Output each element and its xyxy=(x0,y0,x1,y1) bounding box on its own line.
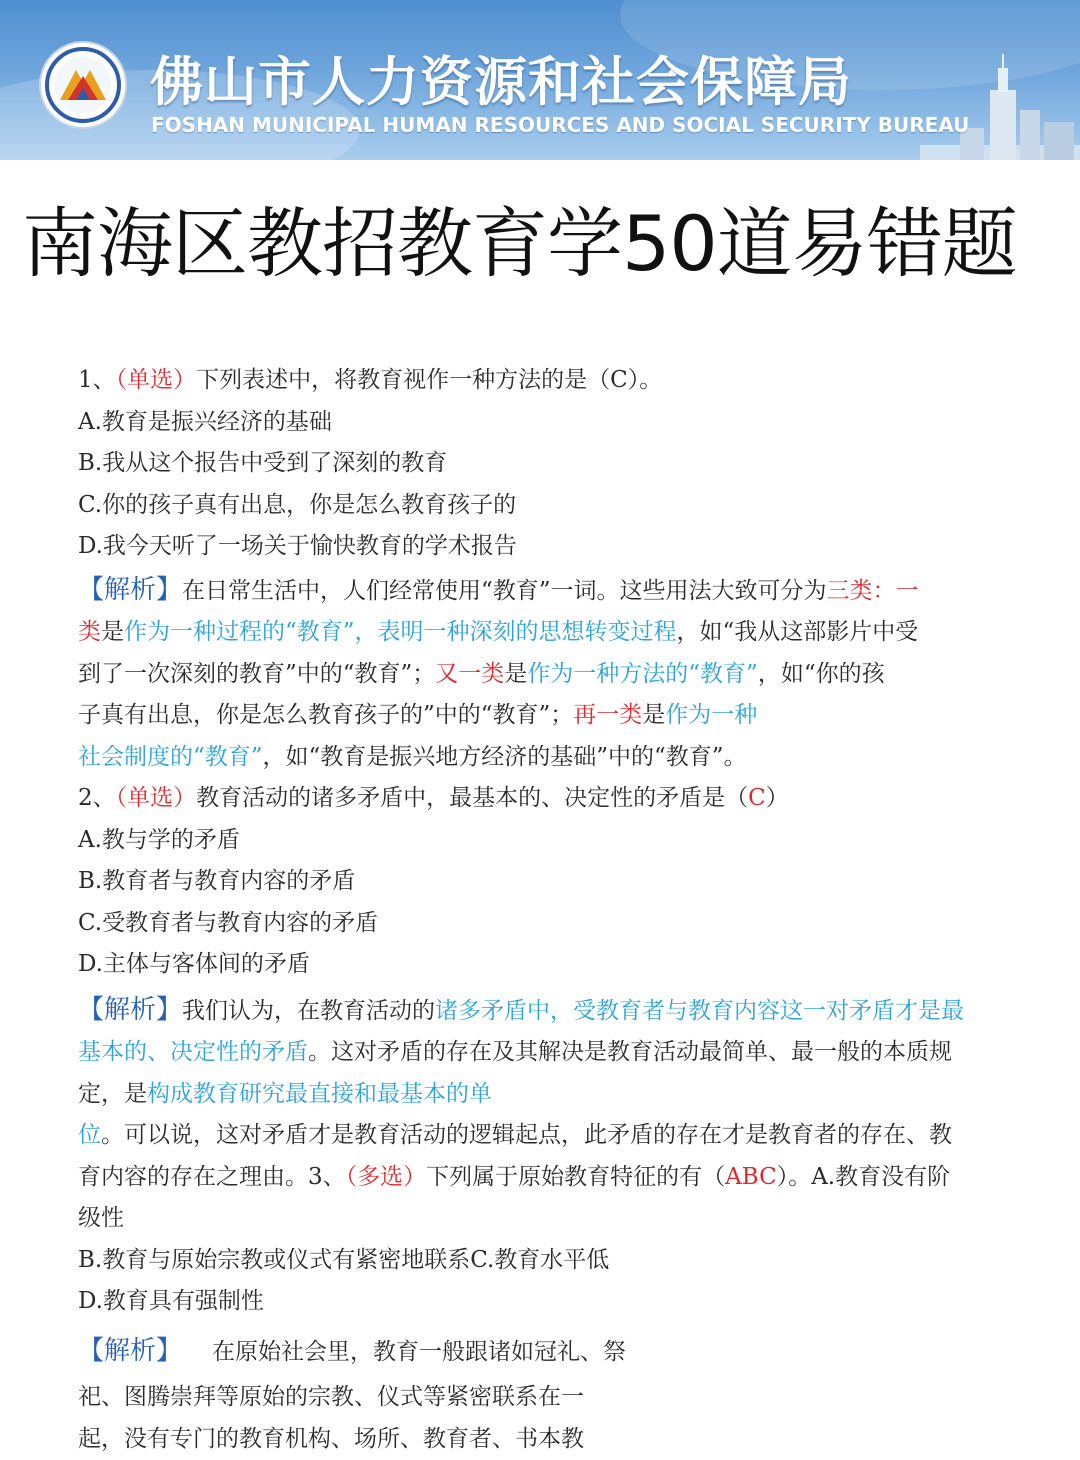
question-list xyxy=(78,360,1038,1460)
option-b: B.我从这个报告中受到了深刻的教育 xyxy=(78,443,1038,485)
question-1-analysis xyxy=(78,570,1038,779)
question-text: 下列属于原始教育特征的有（ xyxy=(426,1164,725,1190)
highlight-blue: 作为一种方法的“教育” xyxy=(527,661,758,687)
question-number: 3、 xyxy=(308,1164,346,1190)
highlight-red: 类 xyxy=(78,619,101,645)
highlight-red: 再一类 xyxy=(573,702,642,728)
option-a: A.教育是振兴经济的基础 xyxy=(78,402,1038,444)
option-d: D.主体与客体间的矛盾 xyxy=(78,944,1038,986)
analysis-text: 是 xyxy=(504,661,527,687)
answer-key: C xyxy=(748,785,766,811)
option-b: B.教育者与教育内容的矛盾 xyxy=(78,861,1038,903)
analysis-text: 祀、图腾崇拜等原始的宗教、仪式等紧密联系在一 xyxy=(78,1377,1038,1419)
highlight-blue: 作为一种 xyxy=(665,702,757,728)
analysis-text: ，如“你的孩 xyxy=(758,661,885,687)
analysis-tag: 【解析】 xyxy=(78,995,182,1025)
question-type: （单选） xyxy=(116,785,197,811)
city-skyline-graphic xyxy=(920,50,1080,160)
highlight-blue: 作为一种过程的“教育”，表明一种深刻的思想转变过程 xyxy=(124,619,677,645)
question-2-analysis xyxy=(78,990,1038,1199)
question-text: ）。 xyxy=(777,1164,812,1190)
question-text: 教育活动的诸多矛盾中，最基本的、决定性的矛盾是（ xyxy=(196,785,748,811)
analysis-text: 在日常生活中，人们经常使用“教育”一词。这些用法大致可分为 xyxy=(182,578,827,604)
highlight-blue: 诸多矛盾中，受教育者与教育内容这一对矛盾才是最 xyxy=(435,998,964,1024)
question-text: 下列表述中，将教育视作一种方法的是（C）。 xyxy=(196,367,662,393)
option-a-continued: 级性 xyxy=(78,1198,1038,1240)
question-number: 2、 xyxy=(78,785,116,811)
header-banner xyxy=(0,0,1080,160)
question-1-stem xyxy=(78,360,1038,402)
analysis-text: 定，是 xyxy=(78,1081,147,1107)
analysis-text: 在原始社会里，教育一般跟诸如冠礼、祭 xyxy=(212,1339,626,1365)
bureau-seal-icon xyxy=(38,40,128,130)
option-a: A.教与学的矛盾 xyxy=(78,820,1038,862)
option-d: D.教育具有强制性 xyxy=(78,1281,1038,1323)
analysis-text: ，如“我从这部影片中受 xyxy=(677,619,919,645)
analysis-text: 育内容的存在之理由。 xyxy=(78,1164,308,1190)
analysis-text: 是 xyxy=(642,702,665,728)
highlight-red: 又一类 xyxy=(435,661,504,687)
question-type: （多选） xyxy=(346,1164,427,1190)
question-3-analysis xyxy=(78,1331,1038,1460)
bureau-name-en: FOSHAN MUNICIPAL HUMAN RESOURCES AND SOCIAL SECURITY BUREAU xyxy=(151,113,969,137)
option-a: A.教育没有阶 xyxy=(811,1164,950,1190)
option-d: D.我今天听了一场关于愉快教育的学术报告 xyxy=(78,526,1038,568)
option-b-c: B.教育与原始宗教或仪式有紧密地联系C.教育水平低 xyxy=(78,1240,1038,1282)
option-c: C.受教育者与教育内容的矛盾 xyxy=(78,903,1038,945)
highlight-blue: 位 xyxy=(78,1122,101,1148)
analysis-text: 我们认为，在教育活动的 xyxy=(182,998,435,1024)
question-number: 1、 xyxy=(78,367,116,393)
highlight-blue: 社会制度的“教育” xyxy=(78,744,263,770)
question-type: （单选） xyxy=(116,367,197,393)
analysis-text: 起，没有专门的教育机构、场所、教育者、书本教 xyxy=(78,1419,1038,1460)
analysis-text: 。可以说，这对矛盾才是教育活动的逻辑起点，此矛盾的存在才是教育者的存在、教 xyxy=(101,1122,952,1148)
analysis-text: ，如“教育是振兴地方经济的基础”中的“教育”。 xyxy=(263,744,747,770)
page-title: 南海区教招教育学50道易错题 xyxy=(22,194,1080,294)
bureau-name-cn: 佛山市人力资源和社会保障局 xyxy=(150,40,852,116)
analysis-text: 到了一次深刻的教育”中的“教育”； xyxy=(78,661,435,687)
option-c: C.你的孩子真有出息，你是怎么教育孩子的 xyxy=(78,485,1038,527)
analysis-text: 。这对矛盾的存在及其解决是教育活动最简单、最一般的本质规 xyxy=(308,1039,952,1065)
analysis-text: 是 xyxy=(101,619,124,645)
highlight-blue: 构成教育研究最直接和最基本的单 xyxy=(147,1081,492,1107)
analysis-text: 子真有出息，你是怎么教育孩子的”中的“教育”； xyxy=(78,702,573,728)
highlight-red: 三类：一 xyxy=(827,578,919,604)
answer-key: ABC xyxy=(725,1164,777,1190)
analysis-tag: 【解析】 xyxy=(78,575,182,605)
analysis-tag: 【解析】 xyxy=(78,1331,182,1373)
highlight-blue: 基本的、决定性的矛盾 xyxy=(78,1039,308,1065)
question-text: ） xyxy=(766,785,789,811)
question-2-stem xyxy=(78,778,1038,820)
